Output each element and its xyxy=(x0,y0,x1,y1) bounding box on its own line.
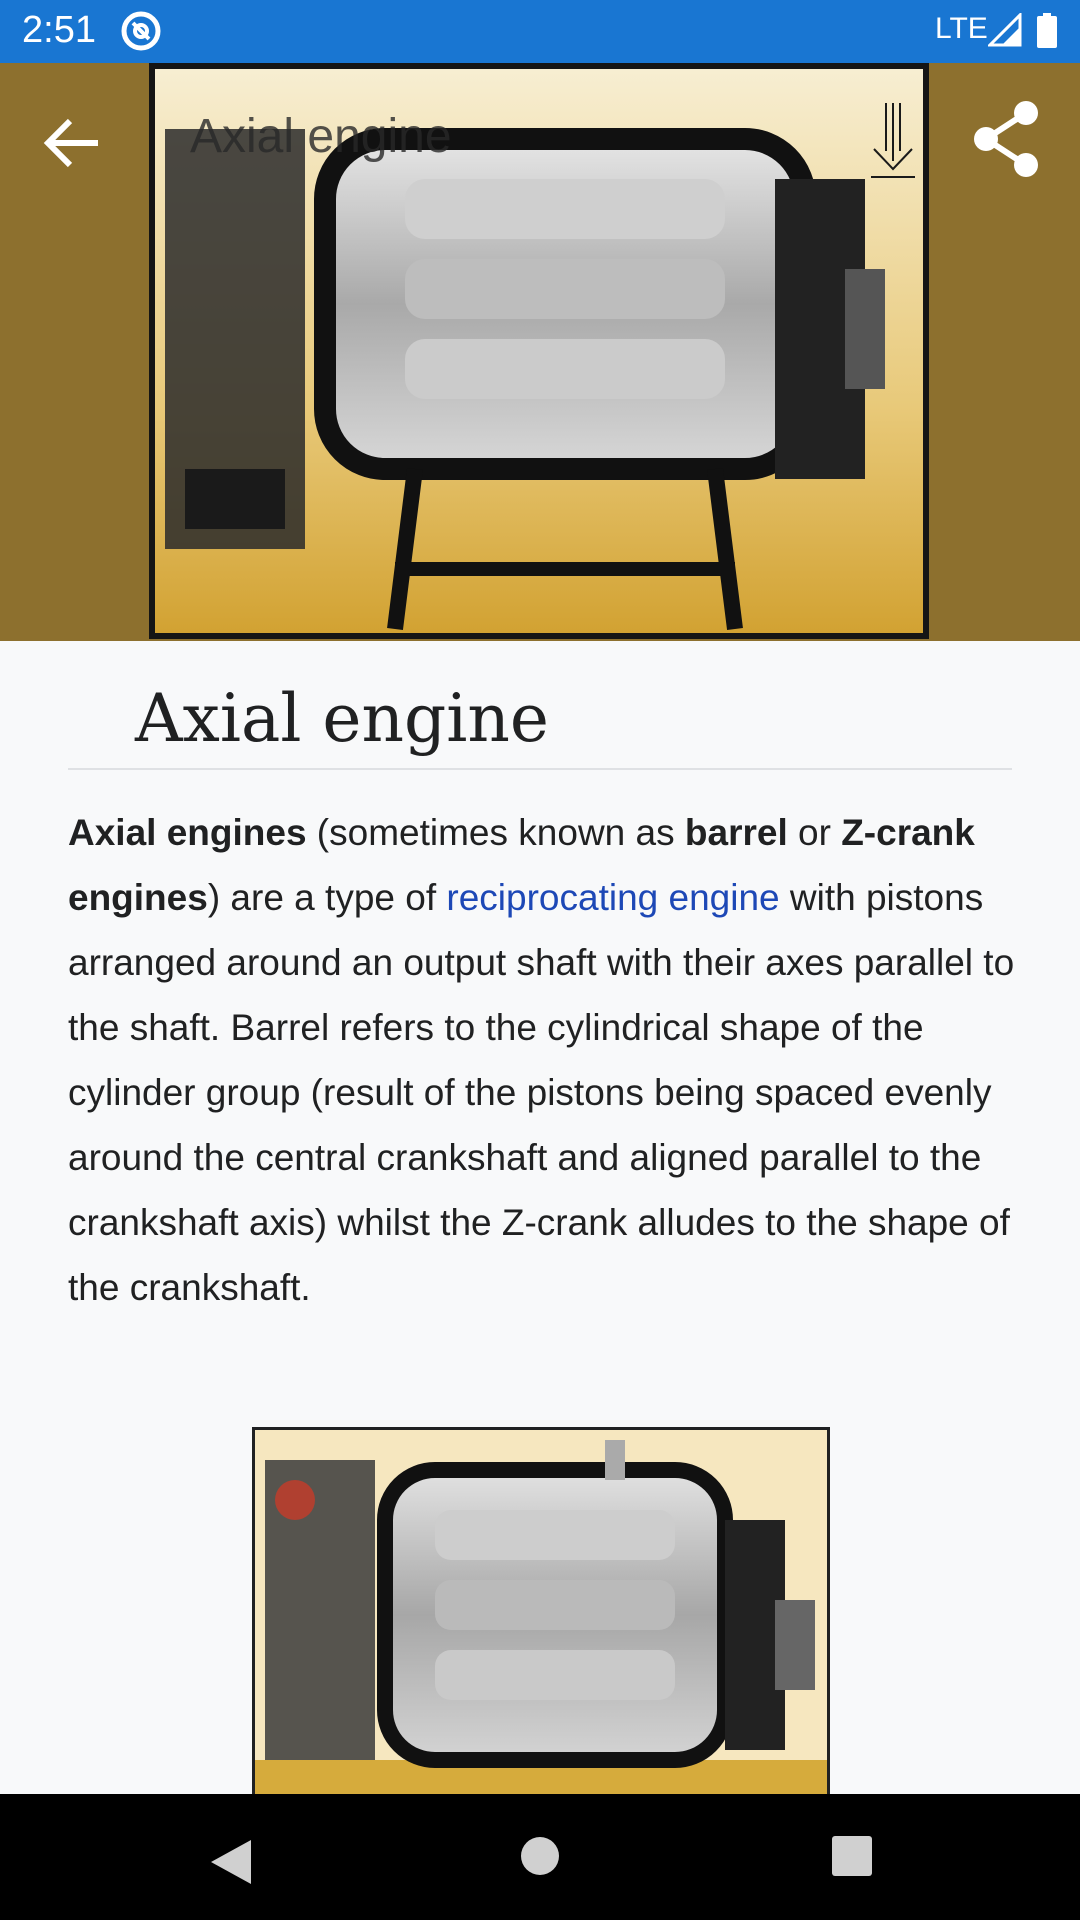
signal-icon xyxy=(988,13,1022,47)
lead-image-header xyxy=(0,63,1080,641)
bold-term: Axial engines xyxy=(68,812,307,853)
intro-text: ) are a type of xyxy=(207,877,447,918)
status-bar xyxy=(0,0,1080,63)
share-icon[interactable] xyxy=(970,99,1042,179)
battery-icon xyxy=(1036,13,1058,49)
system-nav-bar xyxy=(0,1794,1080,1920)
intro-text: or xyxy=(787,812,842,853)
intro-text: (sometimes known as xyxy=(306,812,685,853)
title-divider xyxy=(68,768,1012,770)
nav-back-icon[interactable] xyxy=(205,1836,257,1888)
download-icon[interactable] xyxy=(868,99,918,181)
header-title: Axial engine xyxy=(190,110,452,163)
app-notification-icon xyxy=(120,10,162,52)
nav-recents-icon[interactable] xyxy=(830,1834,874,1878)
back-arrow-icon[interactable] xyxy=(40,109,108,177)
bold-term: Z-crank engines xyxy=(68,812,975,918)
intro-text: with pistons arranged around an output shaft with their axes parallel to the shaft. Barrel refers to the cylindrical shape of the cylinder group (result of the pistons being spaced evenly around the central crankshaft and aligned parallel to the crankshaft axis) whilst the Z-crank alludes to the shape of the crankshaft. xyxy=(68,877,1015,1308)
engine-photo-thumbnail xyxy=(255,1430,827,1794)
reciprocating-engine-link[interactable]: reciprocating engine xyxy=(446,877,780,918)
network-type: LTE xyxy=(935,12,988,45)
bold-term: barrel xyxy=(684,812,788,853)
nav-home-icon[interactable] xyxy=(520,1836,560,1876)
intro-paragraph xyxy=(68,800,1018,1320)
page-title: Axial engine xyxy=(135,680,549,757)
article-figure-image[interactable] xyxy=(252,1427,830,1797)
status-time: 2:51 xyxy=(22,9,96,51)
